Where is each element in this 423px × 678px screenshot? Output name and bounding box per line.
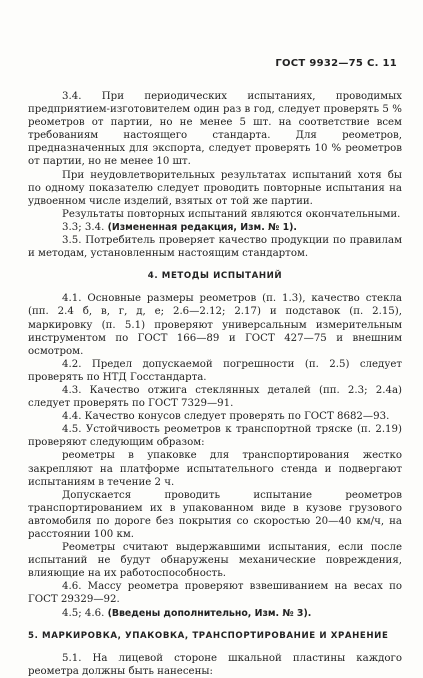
paragraph-final-results: Результаты повторных испытаний являются окончательными. <box>62 208 401 220</box>
amendment-note-1 <box>28 221 402 234</box>
paragraph-4-3: 4.3. Качество отжига стеклянных деталей (пп. 2.3; 2.4а) следует проверять по ГОСТ 7329—91. <box>28 384 402 410</box>
amendment-note-3 <box>28 607 402 620</box>
paragraph-4-2: 4.2. Предел допускаемой погрешности (п. 2.5) следует проверять по НТД Госстандарта. <box>28 358 402 383</box>
document-body <box>28 90 402 678</box>
section-5-title: 5. МАРКИРОВКА, УПАКОВКА, ТРАНСПОРТИРОВАНИЕ И ХРАНЕНИЕ <box>28 630 389 641</box>
paragraph-4-4: 4.4. Качество конусов следует проверять по ГОСТ 8682—93. <box>62 411 390 423</box>
amendment-label: (Измененная редакция, Изм. № 1). <box>107 221 297 233</box>
paragraph-4-6: 4.6. Массу реометра проверяют взвешиванием на весах по ГОСТ 29329—92. <box>28 581 402 606</box>
paragraph-3-4: 3.4. При периодических испытаниях, проводимых предприятием-изготовителем один раз в год, следует проверять 5 % реометров от партии, но не менее 5 шт. на соответствие всем требованиям настоящего стандарта. Для реометров, предназначенных для экспорта, следует проверять 10 % реометров от партии, но не менее 10 шт. <box>28 91 402 168</box>
paragraph-pass-criteria: Реометры считают выдержавшими испытания, если после испытаний не будут обнаружены механические повреждения, влияющие на их работоспособность. <box>28 542 402 580</box>
paragraph-4-5: 4.5. Устойчивость реометров к транспортной тряске (п. 2.19) проверяют следующим образом: <box>28 424 402 449</box>
paragraph-transport-fixing: реометры в упаковке для транспортирования жестко закрепляют на платформе испытательного стенда и подвергают испытаниям в течение 2 ч. <box>28 450 402 488</box>
amendment-ref: 3.3; 3.4. <box>62 221 105 233</box>
section-4-title: 4. МЕТОДЫ ИСПЫТАНИЙ <box>147 271 283 282</box>
paragraph-3-5: 3.5. Потребитель проверяет качество продукции по правилам и методам, установленным настоящим стандартом. <box>28 235 402 260</box>
paragraph-5-1: 5.1. На лицевой стороне шкальной пластины каждого реометра должны быть нанесены: <box>28 652 402 677</box>
paragraph-repeat-tests: При неудовлетворительных результатах испытаний хотя бы по одному показателю следует проводить повторные испытания на удвоенном числе изделий, взятых от той же партии. <box>28 169 402 207</box>
paragraph-road-test: Допускается проводить испытание реометров транспортированием их в упакованном виде в кузове грузового автомобиля по дороге без покрытия со скоростью 20—40 км/ч, на расстоянии 100 км. <box>28 489 402 540</box>
amendment-label: (Введены дополнительно, Изм. № 3). <box>107 607 312 619</box>
amendment-ref: 4.5; 4.6. <box>62 607 105 619</box>
paragraph-4-1: 4.1. Основные размеры реометров (п. 1.3), качество стекла (пп. 2.4 б, в, г, д, е; 2.6—2.12; 2.17) и подставок (п. 2.15), маркировку (п. 5.1) проверяют универсальным измерительным инструментом по ГОСТ 166—89 и ГОСТ 427—75 и внешним осмотром. <box>28 293 402 357</box>
page-header: ГОСТ 9932—75 С. 11 <box>275 58 397 69</box>
